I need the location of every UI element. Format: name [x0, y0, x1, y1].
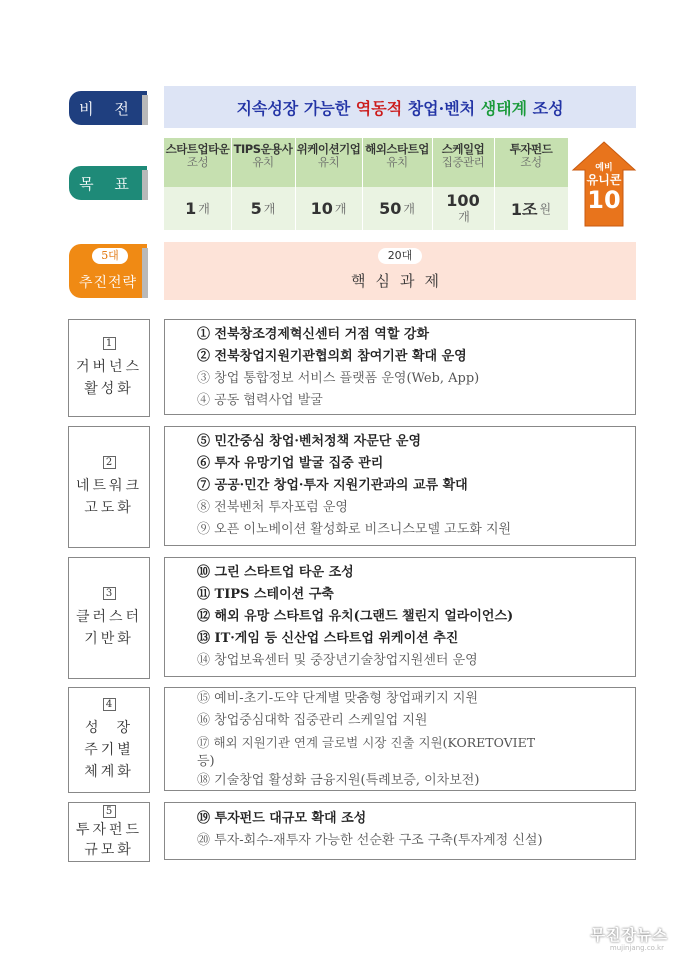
- task-item: ⑬ IT·게임 등 신산업 스타트업 위케이션 추진: [197, 631, 459, 646]
- strategy-label: [68, 687, 150, 793]
- strategy-tasks: [164, 426, 636, 546]
- pill-shadow: [142, 95, 148, 125]
- strategy-pill-label: 추진전략: [78, 275, 138, 291]
- task-item: ⑨ 오픈 이노베이션 활성화로 비즈니스모델 고도화 지원: [197, 522, 512, 537]
- vision-text-5: 조성: [527, 98, 564, 118]
- goal-value: 5: [250, 199, 262, 218]
- goal-type: 집중관리: [441, 155, 485, 169]
- strategy-title: 클러스터 기반화: [75, 608, 143, 647]
- vision-text-3: 창업·벤처: [402, 98, 481, 118]
- strategy-label: [68, 426, 150, 548]
- task-item: ⑫ 해외 유망 스타트업 유치(그랜드 챌린지 얼라이언스): [197, 609, 514, 624]
- goal-type: 유치: [317, 155, 340, 169]
- task-item: ⑮ 예비-초기-도약 단계별 맞춤형 창업패키지 지원: [197, 691, 479, 706]
- goal-name: 스타트업타운: [165, 142, 230, 156]
- goal-type: 유치: [386, 155, 408, 169]
- vision-text-1: 지속성장 가능한: [236, 98, 356, 118]
- strategy-label: [68, 319, 150, 417]
- unicorn-prefix: 예비: [595, 163, 613, 173]
- goal-cell: [494, 138, 568, 230]
- goal-table: [164, 138, 568, 230]
- vision-pill: 비 전: [69, 91, 147, 125]
- task-item: 등): [197, 754, 215, 769]
- goal-name: 투자펀드: [509, 142, 553, 156]
- strategy-title: 거버넌스 활성화: [75, 358, 143, 397]
- goal-value: 10: [310, 199, 333, 218]
- pill-shadow: [142, 170, 148, 200]
- strategy-title: 네트워크 고도화: [75, 477, 143, 516]
- strategy-tasks: [164, 687, 636, 791]
- goal-pill: 목 표: [69, 166, 147, 200]
- strategy-tasks: [164, 802, 636, 860]
- watermark-logo: 무진장뉴스: [590, 926, 668, 944]
- pill-shadow: [142, 248, 148, 298]
- task-item: ③ 창업 통합정보 서비스 플랫폼 운영(Web, App): [197, 371, 480, 386]
- task-item: ④ 공동 협력사업 발굴: [197, 393, 323, 408]
- task-item: ② 전북창업지원기관협의회 참여기관 확대 운영: [197, 349, 467, 364]
- task-item: ⑯ 창업중심대학 집중관리 스케일업 지원: [197, 713, 428, 728]
- task-item: ⑳ 투자-회수-재투자 가능한 선순환 구조 구축(투자계정 신설): [197, 833, 543, 848]
- core-count-badge: 20대: [378, 248, 422, 264]
- task-item: ⑩ 그린 스타트업 타운 조성: [197, 565, 354, 580]
- vision-text-2: 역동적: [355, 98, 403, 118]
- task-item: ① 전북창조경제혁신센터 거점 역할 강화: [197, 327, 430, 342]
- goal-value: 1조: [510, 200, 538, 219]
- strategy-number: 3: [103, 587, 116, 600]
- unicorn-value: 10: [587, 186, 621, 214]
- goal-cell: [295, 138, 363, 230]
- goal-name: 스케일업: [441, 142, 485, 156]
- goal-type: 조성: [520, 155, 542, 169]
- goal-type: 조성: [186, 155, 209, 169]
- goal-name: 해외스타트업: [365, 142, 429, 156]
- goal-name: 위케이션기업: [296, 142, 361, 156]
- task-item: ⑦ 공공·민간 창업·투자 지원기관과의 교류 확대: [197, 478, 468, 493]
- task-item: ⑲ 투자펀드 대규모 확대 조성: [197, 811, 367, 826]
- task-item: ⑪ TIPS 스테이션 구축: [197, 587, 334, 602]
- task-item: ⑭ 창업보육센터 및 중장년기술창업지원센터 운영: [197, 653, 478, 668]
- goal-unit: 원: [539, 202, 552, 216]
- unicorn-goal: [571, 140, 637, 230]
- task-item: ⑤ 민간중심 창업·벤처정책 자문단 운영: [197, 434, 421, 449]
- strategy-tasks: [164, 557, 636, 677]
- core-tasks-header: [164, 242, 636, 300]
- unicorn-label: 유니콘: [586, 173, 622, 187]
- goal-unit: 개: [458, 209, 470, 224]
- goal-cell: [164, 138, 232, 230]
- strategy-count-badge: 5대: [92, 248, 128, 264]
- goal-unit: 개: [263, 202, 276, 216]
- strategy-number: 1: [103, 337, 116, 350]
- vision-text-4: 생태계: [480, 98, 528, 118]
- core-title: 핵심과제: [351, 272, 449, 290]
- watermark-url: mujinjang.co.kr: [609, 944, 664, 952]
- goal-unit: 개: [198, 202, 210, 216]
- strategy-label: [68, 802, 150, 862]
- goal-unit: 개: [403, 202, 415, 216]
- goal-value: 1: [185, 199, 197, 218]
- strategy-tasks: [164, 319, 636, 415]
- goal-unit: 개: [334, 202, 347, 216]
- task-item: ⑱ 기술창업 활성화 금융지원(특례보증, 이차보전): [197, 773, 480, 788]
- vision-banner: [164, 86, 636, 128]
- strategy-number: 2: [103, 456, 116, 469]
- goal-cell: [362, 138, 433, 230]
- strategy-label: [68, 557, 150, 679]
- task-item: ⑧ 전북벤처 투자포럼 운영: [197, 500, 348, 515]
- goal-type: 유치: [252, 155, 274, 169]
- strategy-number: 5: [103, 805, 116, 818]
- strategy-title: 투자펀드 규모화: [75, 821, 143, 858]
- goal-cell: [231, 138, 296, 230]
- task-item: ⑥ 투자 유망기업 발굴 집중 관리: [197, 456, 384, 471]
- task-item: ⑰ 해외 지원기관 연계 글로벌 시장 진출 지원(KORETOVIET: [197, 735, 536, 750]
- goal-value: 100: [446, 190, 480, 210]
- goal-name: TIPS운용사: [233, 142, 293, 156]
- goal-value: 50: [379, 199, 402, 218]
- strategy-title: 성 장 주기별 체계화: [84, 719, 134, 780]
- goal-cell: [432, 138, 495, 230]
- strategy-number: 4: [103, 698, 116, 711]
